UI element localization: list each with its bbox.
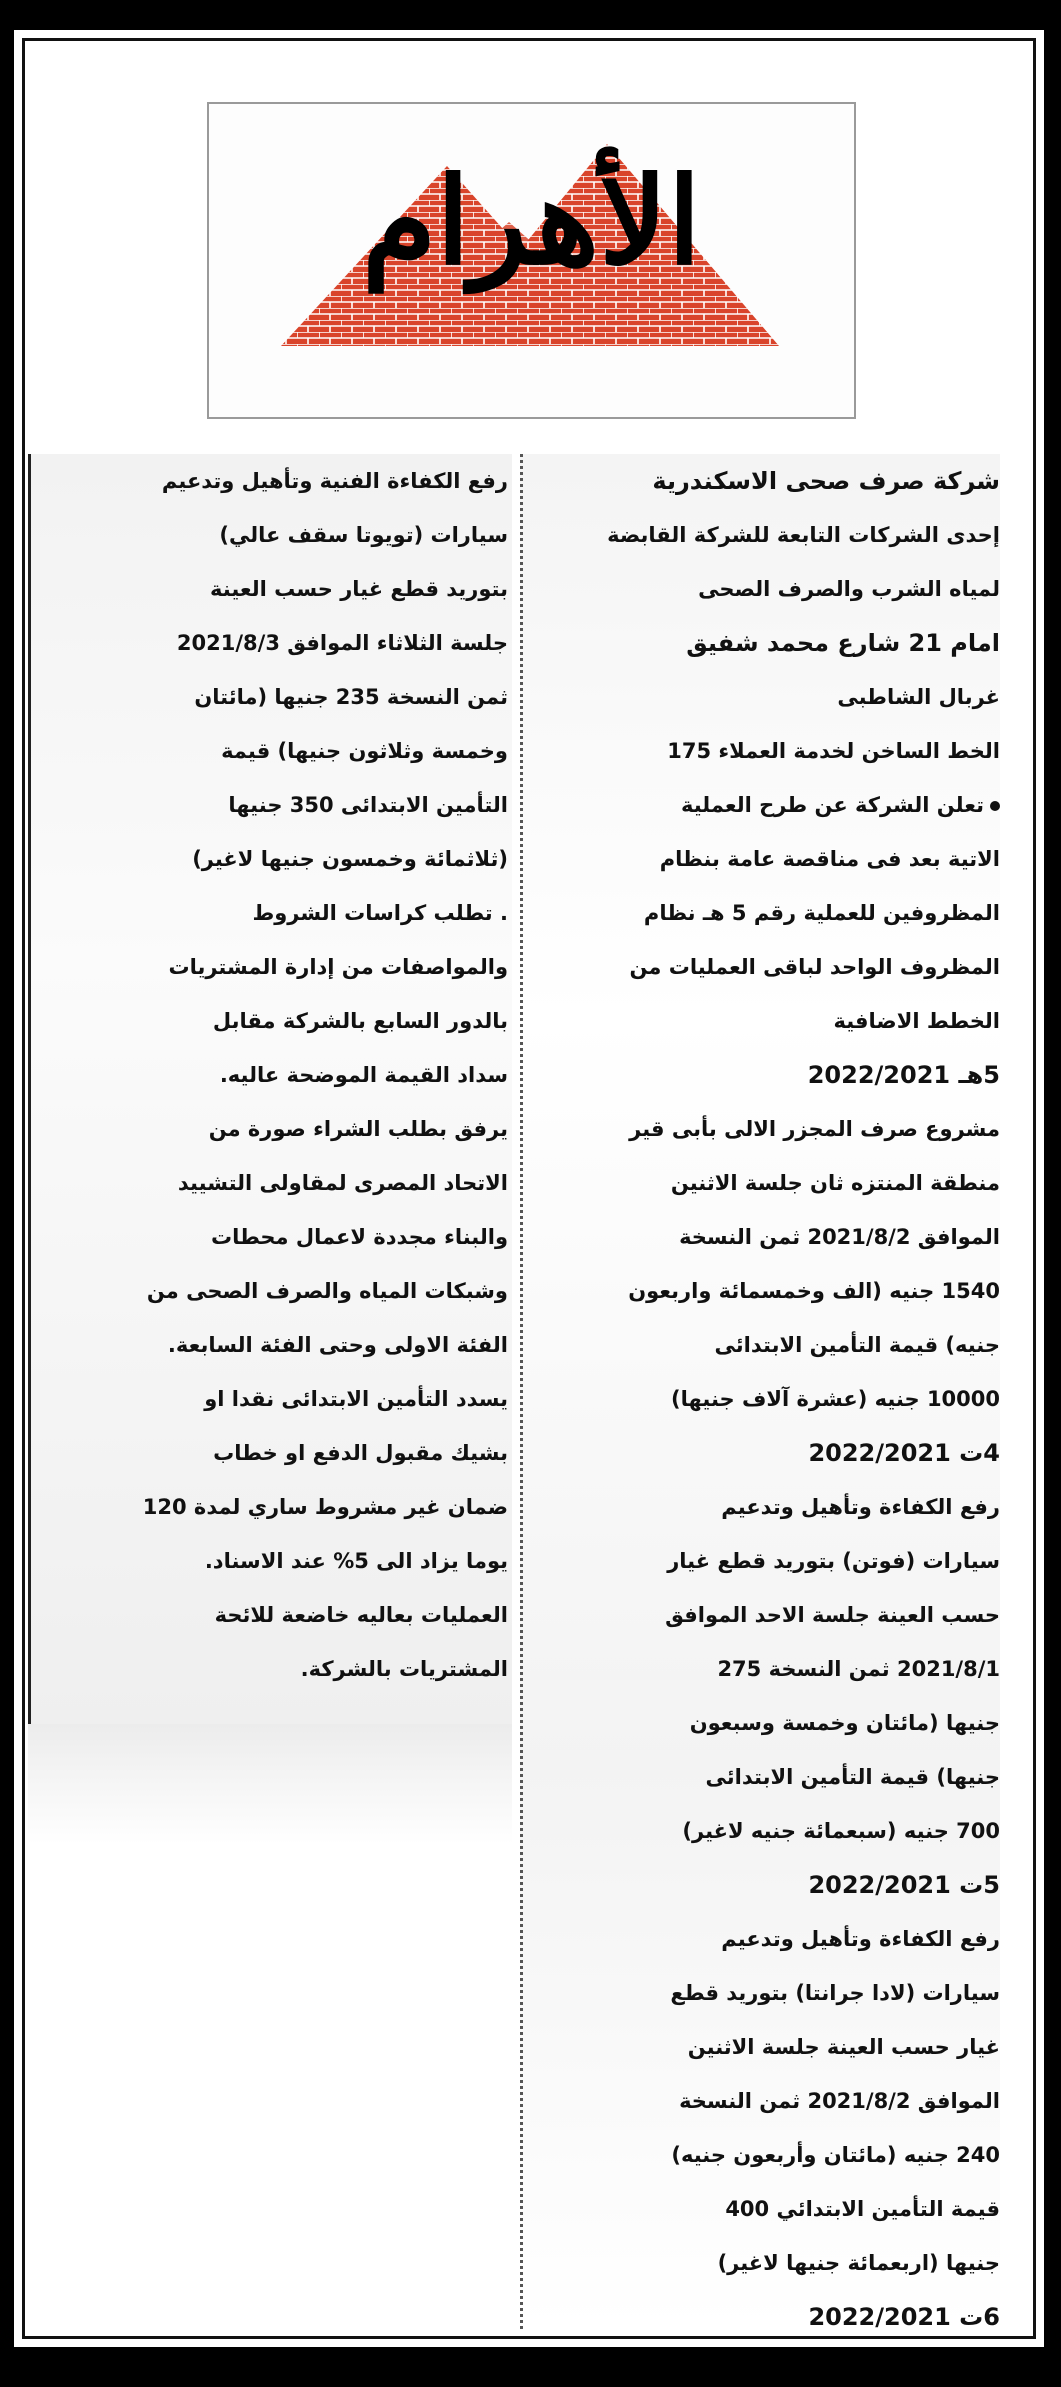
text-line: رفع الكفاءة وتأهيل وتدعيم	[721, 1927, 1000, 1951]
text-line: غربال الشاطبى	[837, 685, 1000, 709]
operation-code: 5ت 2022/2021	[808, 1871, 1000, 1899]
text-line: الموافق 2021/8/2 ثمن النسخة	[679, 1225, 1000, 1249]
bullet-icon	[990, 801, 1000, 811]
text-line: لمياه الشرب والصرف الصحى	[698, 577, 1000, 601]
text-line: والبناء مجددة لاعمال محطات	[210, 1225, 508, 1249]
column-shadow	[28, 1724, 512, 1844]
text-line: ثمن النسخة 235 جنيها (مائتان	[194, 685, 508, 709]
text-line: المظروف الواحد لباقى العمليات من	[629, 955, 1000, 979]
text-line: غيار حسب العينة جلسة الاثنين	[687, 2035, 1000, 2059]
text-line: والمواصفات من إدارة المشتريات	[168, 955, 508, 979]
text-line: الفئة الاولى وحتى الفئة السابعة.	[167, 1333, 508, 1357]
text-line: الاتية بعد فى مناقصة عامة بنظام	[659, 847, 1000, 871]
text-line: المشتريات بالشركة.	[300, 1657, 508, 1681]
text-line: رفع الكفاءة وتأهيل وتدعيم	[721, 1495, 1000, 1519]
text-line: 1540 جنيه (الف وخمسمائة واربعون	[628, 1279, 1000, 1303]
logo-wordmark: الأهرام	[362, 151, 701, 292]
text-line: بالدور السابع بالشركة مقابل	[212, 1009, 508, 1033]
text-line: سيارات (فوتن) بتوريد قطع غيار	[667, 1549, 1000, 1573]
text-line: جنيها) قيمة التأمين الابتدائى	[705, 1765, 1000, 1789]
text-line: إحدى الشركات التابعة للشركة القابضة	[607, 523, 1000, 547]
right-column	[520, 454, 1000, 2329]
text-line: 700 جنيه (سبعمائة جنيه لاغير)	[682, 1819, 1000, 1843]
text-line: سيارات (لادا جرانتا) بتوريد قطع	[670, 1981, 1000, 2005]
text-line: وخمسة وثلاثون جنيها) قيمة	[221, 739, 508, 763]
text-line: . تطلب كراسات الشروط	[252, 901, 508, 925]
text-line: (ثلاثمائة وخمسون جنيها لاغير)	[192, 847, 508, 871]
text-line: جلسة الثلاثاء الموافق 2021/8/3	[176, 631, 508, 655]
text-line: يسدد التأمين الابتدائى نقدا او	[204, 1387, 508, 1411]
text-line: جنيه) قيمة التأمين الابتدائى	[714, 1333, 1000, 1357]
text-line: التأمين الابتدائى 350 جنيها	[228, 793, 508, 817]
text-line: الاتحاد المصرى لمقاولى التشييد	[177, 1171, 508, 1195]
text-line: بتوريد قطع غيار حسب العينة	[210, 577, 508, 601]
text-line: امام 21 شارع محمد شفيق	[686, 629, 1000, 657]
operation-code: 4ت 2022/2021	[808, 1439, 1000, 1467]
text-line: جنيها (اربعمائة جنيها لاغير)	[717, 2251, 1000, 2275]
operation-code: 6ت 2022/2021	[808, 2303, 1000, 2331]
text-line: حسب العينة جلسة الاحد الموافق	[665, 1603, 1000, 1627]
text-line: جنيها (مائتان وخمسة وسبعون	[689, 1711, 1000, 1735]
text-line: سيارات (تويوتا سقف عالي)	[219, 523, 508, 547]
left-column	[28, 454, 512, 1724]
text-line: تعلن الشركة عن طرح العملية	[680, 793, 984, 817]
text-line: 2021/8/1 ثمن النسخة 275	[717, 1657, 1000, 1681]
text-line: مشروع صرف المجزر الالى بأبى قير	[629, 1117, 1000, 1141]
text-line: 240 جنيه (مائتان وأربعون جنيه)	[671, 2143, 1000, 2167]
operation-code: 5هـ 2022/2021	[807, 1061, 1000, 1089]
text-line: سداد القيمة الموضحة عاليه.	[219, 1063, 508, 1087]
text-line: منطقة المنتزه ثان جلسة الاثنين	[670, 1171, 1000, 1195]
text-line: رفع الكفاءة الفنية وتأهيل وتدعيم	[161, 469, 508, 493]
text-line: الموافق 2021/8/2 ثمن النسخة	[679, 2089, 1000, 2113]
text-line: الخطط الاضافية	[833, 1009, 1000, 1033]
text-line: يرفق بطلب الشراء صورة من	[208, 1117, 508, 1141]
text-line: الخط الساخن لخدمة العملاء 175	[667, 739, 1000, 763]
text-line: قيمة التأمين الابتدائي 400	[725, 2197, 1000, 2221]
text-line: وشبكات المياه والصرف الصحى من	[146, 1279, 508, 1303]
text-line: بشيك مقبول الدفع او خطاب	[213, 1441, 508, 1465]
text-line: المظروفين للعملية رقم 5 هـ نظام	[643, 901, 1000, 925]
newspaper-logo	[207, 102, 856, 419]
text-line: 10000 جنيه (عشرة آلاف جنيها)	[671, 1387, 1000, 1411]
company-name: شركة صرف صحى الاسكندرية	[652, 467, 1000, 495]
text-line: العمليات بعاليه خاضعة للائحة	[214, 1603, 508, 1627]
newspaper-clipping	[14, 30, 1044, 2347]
text-line: ضمان غير مشروط ساري لمدة 120	[142, 1495, 508, 1519]
text-line: يوما يزاد الى 5% عند الاسناد.	[204, 1549, 508, 1573]
